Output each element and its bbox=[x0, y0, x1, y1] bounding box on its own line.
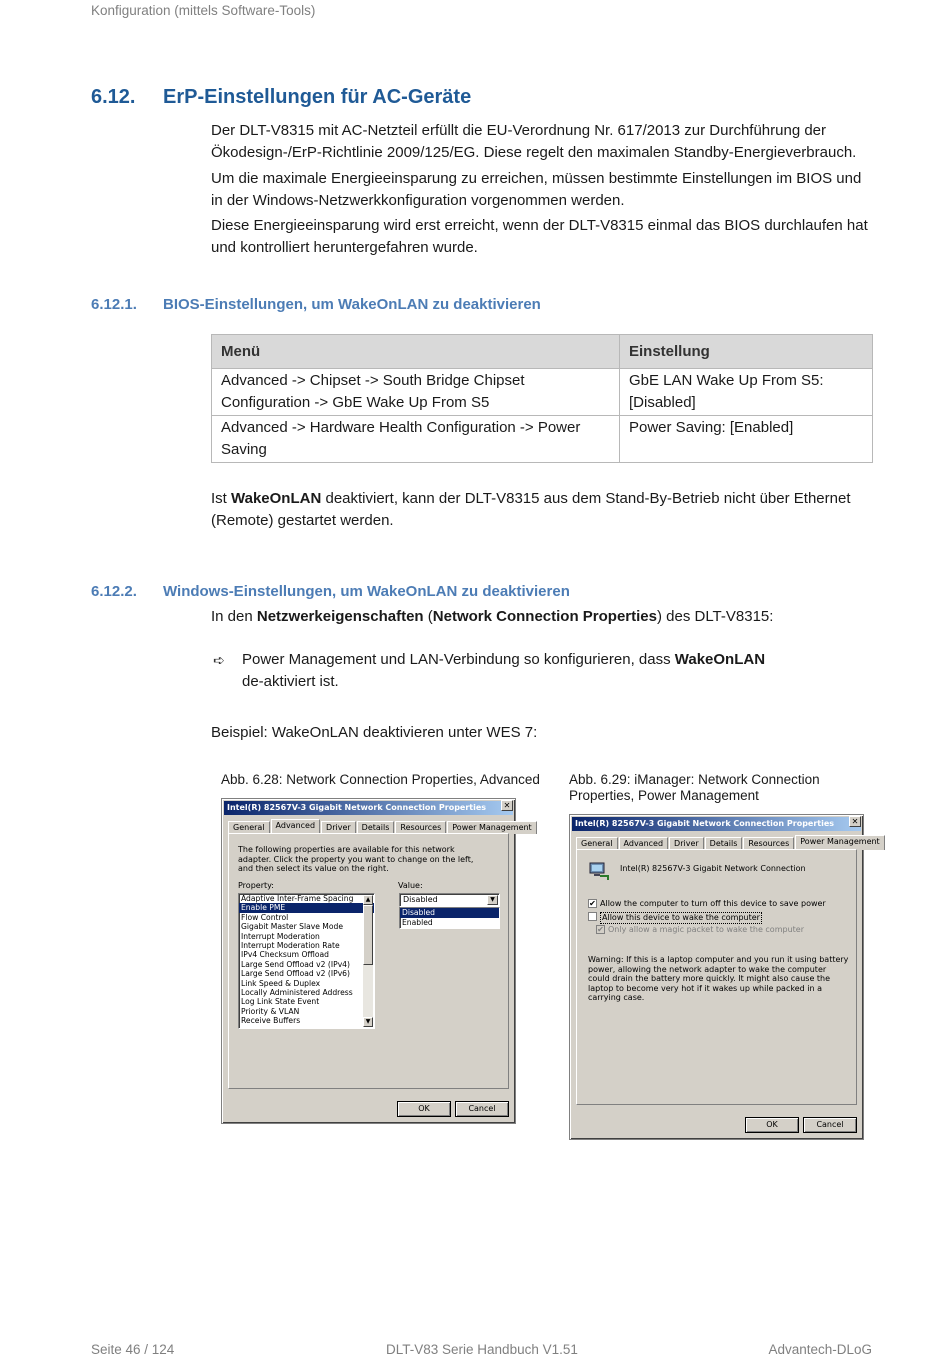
tab-strip bbox=[228, 819, 538, 833]
option-allow-turn-off: Allow the computer to turn off this device to save power bbox=[600, 899, 826, 908]
tab-power-management[interactable]: Power Management bbox=[447, 821, 536, 834]
list-item[interactable]: Enabled bbox=[402, 918, 433, 927]
footer-page-number: Seite 46 / 124 bbox=[91, 1342, 175, 1357]
section-title: ErP-Einstellungen für AC-Geräte bbox=[163, 86, 472, 108]
list-item[interactable]: Link Speed & Duplex bbox=[241, 978, 321, 988]
scroll-up-icon[interactable]: ▲ bbox=[363, 895, 373, 905]
table-cell-setting: GbE LAN Wake Up From S5: [Disabled] bbox=[620, 369, 873, 416]
tab-power-management[interactable]: Power Management bbox=[795, 835, 884, 850]
list-item[interactable]: Adaptive Inter-Frame Spacing bbox=[241, 894, 354, 903]
intro-bold-2: Network Connection Properties bbox=[432, 608, 657, 625]
checkbox-magic-packet[interactable]: ✔ bbox=[597, 925, 604, 934]
table-header-setting: Einstellung bbox=[620, 335, 873, 369]
figure-2-caption: Abb. 6.29: iManager: Network Connection Properties, Power Management bbox=[569, 772, 820, 803]
advanced-description: The following properties are available for this network adapter. Click the property you want to change on the left, and then select its value on the right. bbox=[238, 845, 474, 874]
cancel-button[interactable]: Cancel bbox=[803, 1117, 857, 1133]
subsection-2-title: Windows-Einstellungen, um WakeOnLAN zu deaktivieren bbox=[163, 583, 570, 600]
checkbox-allow-wake[interactable] bbox=[588, 912, 597, 921]
footer-document-title: DLT-V83 Serie Handbuch V1.51 bbox=[386, 1342, 578, 1357]
tab-advanced[interactable]: Advanced bbox=[271, 819, 321, 834]
footer-company: Advantech-DLoG bbox=[768, 1342, 872, 1357]
tab-details[interactable]: Details bbox=[705, 837, 743, 850]
tab-resources[interactable]: Resources bbox=[743, 837, 794, 850]
subsection-1-number: 6.12.1. bbox=[91, 296, 137, 313]
bullet-prefix: Power Management und LAN-Verbindung so konfigurieren, dass bbox=[242, 651, 675, 668]
tab-general[interactable]: General bbox=[576, 837, 618, 850]
property-scrollbar[interactable] bbox=[363, 895, 373, 1027]
list-item[interactable]: Disabled bbox=[400, 908, 499, 918]
wol-note-suffix: deaktiviert, kann der DLT-V8315 aus dem Stand-By-Betrieb nicht über Ethernet (Remote) gestartet werden. bbox=[211, 490, 851, 529]
tab-driver[interactable]: Driver bbox=[669, 837, 704, 850]
bios-settings-table bbox=[211, 334, 873, 463]
list-item[interactable]: Large Send Offload v2 (IPv4) bbox=[241, 959, 350, 969]
windows-intro bbox=[211, 606, 876, 628]
property-listbox[interactable] bbox=[238, 893, 375, 1029]
power-warning: Warning: If this is a laptop computer and you run it using battery power, allowing the network adapter to wake the computer could drain the battery more quickly. It might also cause the laptop to become very hot if it wakes up while packed in a carrying case. bbox=[588, 955, 849, 1003]
list-item[interactable]: Flow Control bbox=[241, 912, 289, 922]
ok-button[interactable]: OK bbox=[397, 1101, 451, 1117]
subsection-1-title: BIOS-Einstellungen, um WakeOnLAN zu deaktivieren bbox=[163, 296, 541, 313]
wol-note-prefix: Ist bbox=[211, 490, 232, 507]
close-icon[interactable]: ✕ bbox=[501, 800, 513, 811]
arrow-right-icon: ➪ bbox=[213, 652, 225, 668]
figure-1-caption: Abb. 6.28: Network Connection Properties, Advanced bbox=[221, 772, 540, 787]
table-cell-setting: Power Saving: [Enabled] bbox=[620, 416, 873, 463]
running-header: Konfiguration (mittels Software-Tools) bbox=[91, 3, 316, 18]
value-label: Value: bbox=[398, 881, 423, 890]
dialog-title-bar: Intel(R) 82567V-3 Gigabit Network Connection Properties bbox=[224, 801, 513, 815]
list-item[interactable]: Interrupt Moderation bbox=[241, 931, 320, 941]
cancel-button[interactable]: Cancel bbox=[455, 1101, 509, 1117]
list-item[interactable]: Enable PME bbox=[239, 903, 374, 912]
table-header-row bbox=[212, 335, 873, 369]
table-row bbox=[212, 369, 873, 416]
example-line: Beispiel: WakeOnLAN deaktivieren unter WES 7: bbox=[211, 724, 538, 741]
value-dropdown[interactable] bbox=[399, 893, 500, 907]
intro-mid: ( bbox=[423, 608, 433, 625]
option-allow-wake: Allow this device to wake the computer bbox=[602, 913, 760, 922]
bullet-line-2: de-aktiviert ist. bbox=[242, 673, 339, 690]
section-number: 6.12. bbox=[91, 86, 136, 108]
table-header-menu: Menü bbox=[212, 335, 620, 369]
intro-paragraph-2: Um die maximale Energieeinsparung zu erreichen, müssen bestimmte Einstellungen im BIOS und in der Windows-Netzwerkkonfiguration vorgenommen werden. bbox=[211, 170, 862, 209]
wol-note-bold: WakeOnLAN bbox=[231, 490, 322, 507]
list-item[interactable]: Locally Administered Address bbox=[241, 987, 353, 997]
tab-advanced[interactable]: Advanced bbox=[619, 837, 669, 850]
list-item[interactable]: Large Send Offload v2 (IPv6) bbox=[241, 969, 350, 979]
table-row bbox=[212, 416, 873, 463]
list-item[interactable]: IPv4 Checksum Offload bbox=[241, 950, 329, 960]
close-icon[interactable]: ✕ bbox=[849, 816, 861, 827]
value-options-list[interactable] bbox=[399, 907, 500, 929]
tab-strip bbox=[576, 835, 886, 849]
ok-button[interactable]: OK bbox=[745, 1117, 799, 1133]
property-label: Property: bbox=[238, 881, 274, 890]
tab-details[interactable]: Details bbox=[357, 821, 395, 834]
chevron-down-icon[interactable]: ▼ bbox=[487, 895, 498, 905]
option-magic-packet: Only allow a magic packet to wake the computer bbox=[608, 925, 804, 934]
list-item[interactable]: Priority & VLAN bbox=[241, 1006, 300, 1016]
table-cell-menu: Advanced -> Hardware Health Configuration -> Power Saving bbox=[212, 416, 620, 463]
dialog-title-bar: Intel(R) 82567V-3 Gigabit Network Connection Properties bbox=[572, 817, 861, 831]
intro-suffix: ) des DLT-V8315: bbox=[656, 608, 774, 625]
wol-note bbox=[211, 488, 876, 532]
subsection-2-number: 6.12.2. bbox=[91, 583, 137, 600]
tab-resources[interactable]: Resources bbox=[395, 821, 446, 834]
tab-driver[interactable]: Driver bbox=[321, 821, 356, 834]
list-item[interactable]: Log Link State Event bbox=[241, 997, 320, 1007]
device-name: Intel(R) 82567V-3 Gigabit Network Connection bbox=[620, 864, 806, 873]
list-item[interactable]: Receive Buffers bbox=[241, 1016, 301, 1026]
value-current: Disabled bbox=[403, 895, 438, 904]
intro-paragraph-3: Diese Energieeinsparung wird erst erreicht, wenn der DLT-V8315 einmal das BIOS durchlaufen hat und kontrolliert heruntergefahren wurde. bbox=[211, 217, 868, 256]
network-adapter-icon bbox=[588, 861, 610, 881]
scroll-thumb[interactable] bbox=[363, 905, 373, 965]
tab-general[interactable]: General bbox=[228, 821, 270, 834]
intro-bold-1: Netzwerkeigenschaften bbox=[256, 608, 424, 625]
list-item[interactable]: Interrupt Moderation Rate bbox=[241, 940, 340, 950]
table-cell-menu: Advanced -> Chipset -> South Bridge Chipset Configuration -> GbE Wake Up From S5 bbox=[212, 369, 620, 416]
bullet-item bbox=[242, 649, 842, 693]
bullet-bold: WakeOnLAN bbox=[674, 651, 766, 668]
scroll-down-icon[interactable]: ▼ bbox=[363, 1017, 373, 1027]
intro-paragraph-1: Der DLT-V8315 mit AC-Netzteil erfüllt die EU-Verordnung Nr. 617/2013 zur Durchführung der Ökodesign-/ErP-Richtlinie 2009/125/EG. Diese regelt den maximalen Standby-Energieverbrauch. bbox=[211, 122, 857, 161]
checkbox-allow-turn-off[interactable]: ✔ bbox=[589, 899, 596, 908]
power-management-dialog bbox=[569, 814, 880, 1140]
intro-prefix: In den bbox=[211, 608, 257, 625]
list-item[interactable]: Gigabit Master Slave Mode bbox=[241, 922, 343, 932]
advanced-properties-dialog bbox=[221, 798, 532, 1124]
